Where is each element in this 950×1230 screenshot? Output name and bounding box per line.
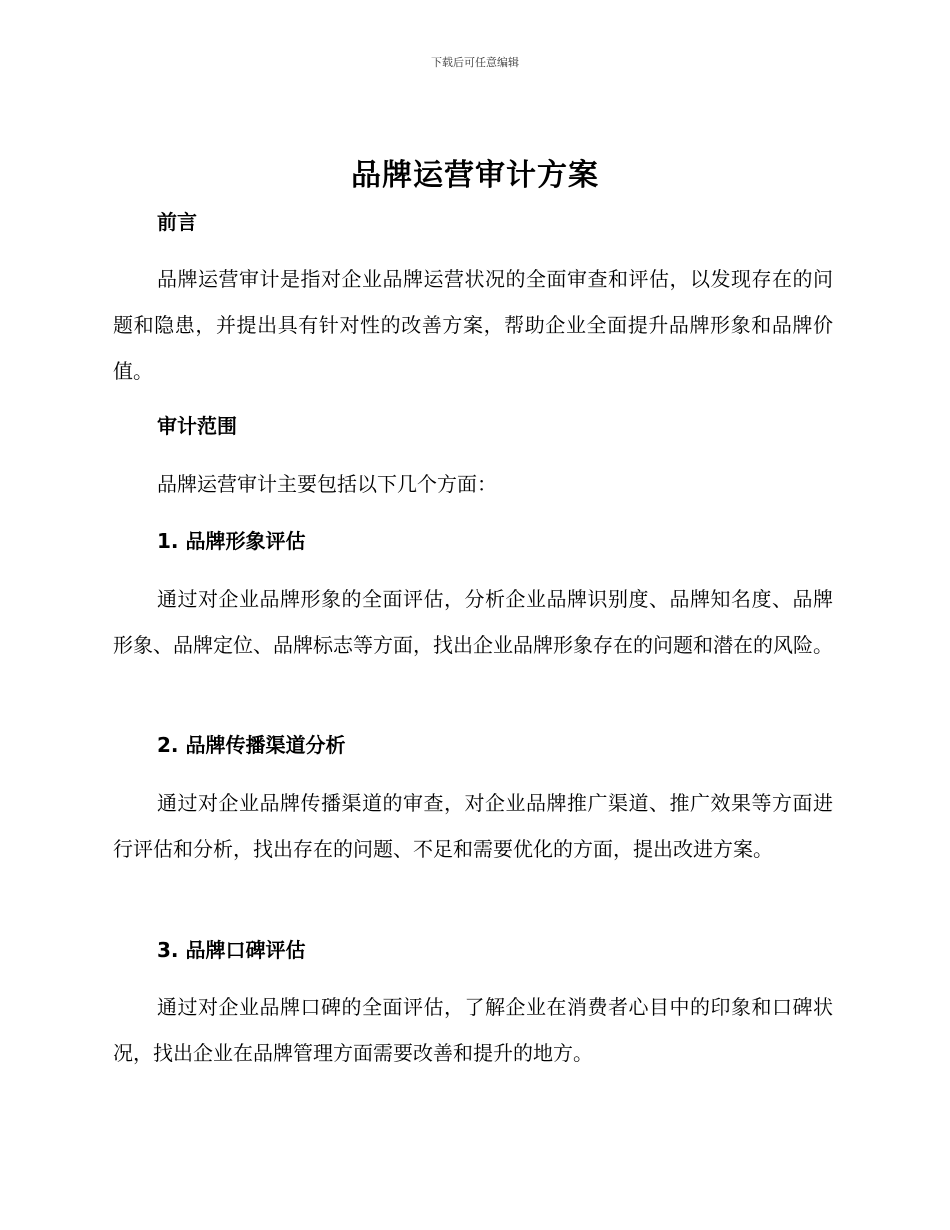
paragraph-item3: 通过对企业品牌口碑的全面评估，了解企业在消费者心目中的印象和口碑状况，找出企业在品牌管理方面需要改善和提升的地方。 [113,995,833,1065]
paragraph-item2: 通过对企业品牌传播渠道的审查，对企业品牌推广渠道、推广效果等方面进行评估和分析，找出存在的问题、不足和需要优化的方面，提出改进方案。 [113,791,833,861]
section-heading-item3: 3. 品牌口碑评估 [157,938,306,962]
document-title: 品牌运营审计方案 [351,158,599,193]
section-heading-item2: 2. 品牌传播渠道分析 [157,733,346,757]
section-heading-item1: 1. 品牌形象评估 [157,529,306,553]
paragraph-scope-intro: 品牌运营审计主要包括以下几个方面： [157,472,497,496]
section-heading-preface: 前言 [157,210,197,234]
section-heading-scope: 审计范围 [157,414,237,438]
paragraph-item1: 通过对企业品牌形象的全面评估，分析企业品牌识别度、品牌知名度、品牌形象、品牌定位、品牌标志等方面，找出企业品牌形象存在的问题和潜在的风险。 [113,587,833,657]
paragraph-preface: 品牌运营审计是指对企业品牌运营状况的全面审查和评估，以发现存在的问题和隐患，并提出具有针对性的改善方案，帮助企业全面提升品牌形象和品牌价值。 [113,267,833,383]
header-note: 下载后可任意编辑 [431,56,519,69]
